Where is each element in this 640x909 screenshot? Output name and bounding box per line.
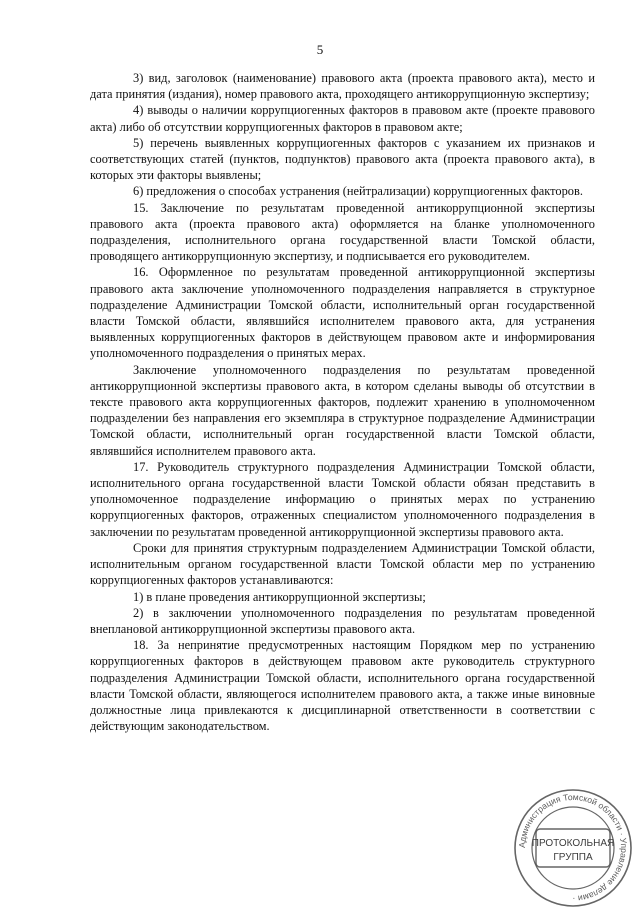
paragraph-item-6: 6) предложения о способах устранения (нейтрализации) коррупциогенных факторов. [133, 184, 583, 199]
paragraph-clause-15: 15. Заключение по результатам проведенной антикоррупционной экспертизы правового акта (проекта правового акта) оформляется на бланке уполномоченного подразделения, исполнительного органа государственной власти Томской области, проводящего антикоррупционную экспертизу, и подписывается его руководителем. [90, 200, 595, 264]
stamp-center-line-1: ПРОТОКОЛЬНАЯ [531, 838, 615, 849]
paragraph-item-4: 4) выводы о наличии коррупциогенных факторов в правовом акте (проекте правового акта) либо об отсутствии коррупциогенных факторов в правовом акте; [90, 103, 595, 134]
paragraph-item-3: 3) вид, заголовок (наименование) правового акта (проекта правового акта), место и дата принятия (издания), номер правового акта, проходящего антикоррупционную экспертизу; [90, 71, 595, 102]
stamp-ring-text: Администрация Томской области · Управление делами · [516, 791, 630, 905]
protocol-group-stamp [512, 787, 634, 909]
paragraph-deadlines: Сроки для принятия структурным подразделением Администрации Томской области, исполнительным органом государственной власти Томской области мер по устранению коррупциогенных факторов устанавливаются: [90, 540, 595, 588]
paragraph-clause-16-storage: Заключение уполномоченного подразделения по результатам проведенной антикоррупционной экспертизы правового акта, в котором сделаны выводы об отсутствии в тексте правового акта коррупциогенных факторов, подлежит хранению в уполномоченном подразделении без направления его экземпляра в структурное подразделение Администрации Томской области, исполнительный орган государственной власти Томской области, являвшийся исполнителем правового акта. [90, 362, 595, 458]
paragraph-deadline-2: 2) в заключении уполномоченного подразделения по результатам проведенной внеплановой антикоррупционной экспертизы правового акта. [90, 605, 595, 636]
document-body [90, 70, 595, 734]
paragraph-item-5: 5) перечень выявленных коррупциогенных факторов с указанием их признаков и соответствующих статей (пунктов, подпунктов) правового акта (проекта правового акта), в которых эти факторы выявлены; [90, 135, 595, 183]
page-number: 5 [316, 42, 324, 57]
paragraph-clause-16: 16. Оформленное по результатам проведенной антикоррупционной экспертизы правового акта заключение уполномоченного подразделения направляется в структурное подразделение Администрации Томской области, исполнительный орган государственной власти Томской области, являвшийся исполнителем правового акта, для устранения выявленных коррупциогенных факторов в действующем правовом акте и информирования уполномоченного подразделения о принятых мерах. [90, 265, 595, 361]
stamp-center-line-2: ГРУППА [553, 852, 593, 863]
paragraph-deadline-1: 1) в плане проведения антикоррупционной экспертизы; [133, 589, 426, 604]
paragraph-clause-17: 17. Руководитель структурного подразделения Администрации Томской области, исполнительного органа государственной власти Томской области обязан представить в уполномоченное подразделение информацию о принятых мерах по устранению коррупциогенных факторов, отраженных специалистом уполномоченного подразделения в заключении по результатам проведенной антикоррупционной экспертизы правового акта. [90, 459, 595, 539]
paragraph-clause-18: 18. За непринятие предусмотренных настоящим Порядком мер по устранению коррупциогенных факторов в действующем правовом акте руководитель структурного подразделения Администрации Томской области, исполнительного органа государственной власти Томской области, являющегося исполнителем правового акта, а также иные виновные должностные лица привлекаются к дисциплинарной ответственности в соответствии с действующим законодательством. [90, 638, 595, 734]
